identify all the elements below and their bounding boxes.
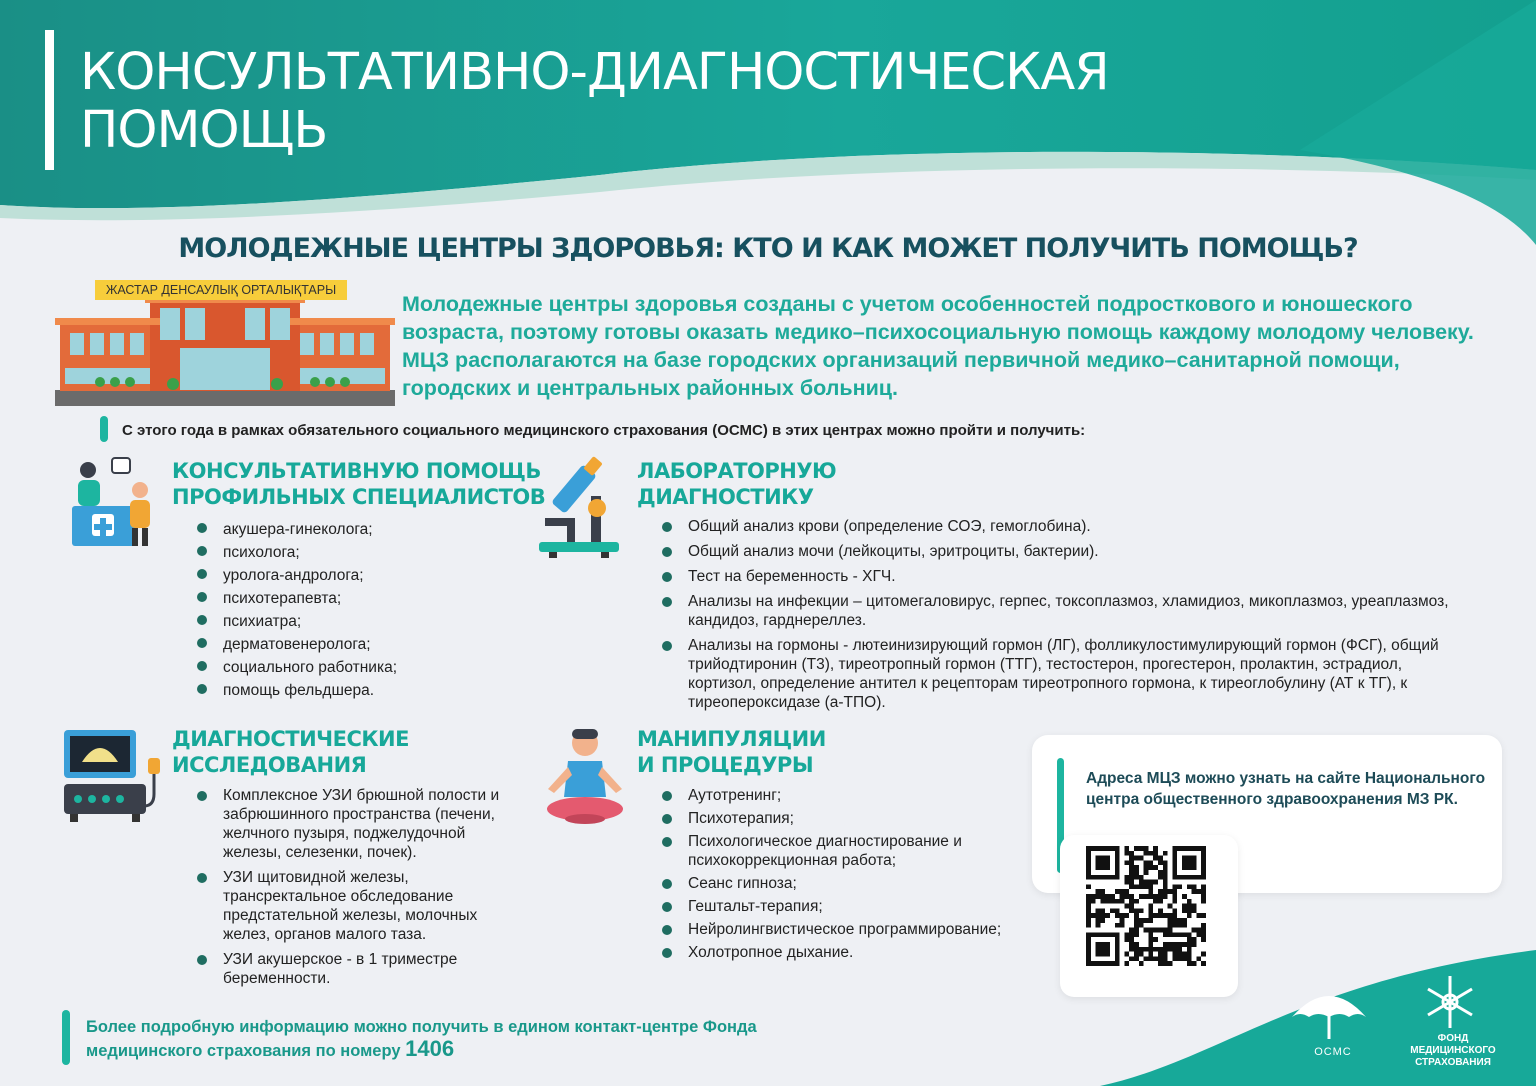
list-item: уролога-андролога; (197, 564, 497, 587)
footer-accent-bar (62, 1010, 70, 1065)
list-item: психиатра; (197, 610, 497, 633)
contact-number: 1406 (405, 1036, 455, 1061)
intro-paragraph: Молодежные центры здоровья созданы с учетом особенностей подросткового и юношеского возраста, поэтому готовы оказать медико–психосоциальную помощь каждому молодому человеку. МЦЗ располагаются на базе городских организаций первичной медико–санитарной помощи, городских и центральных районных больниц. (402, 292, 1474, 400)
list-item: психотерапевта; (197, 587, 497, 610)
list-item: УЗИ акушерское - в 1 триместре беременности. (197, 950, 527, 988)
consult-title-line1: КОНСУЛЬТАТИВНУЮ ПОМОЩЬ (172, 459, 541, 483)
ultrasound-machine-icon (60, 728, 165, 824)
footer-text-main: Более подробную информацию можно получить в едином контакт-центре Фонда медицинского страхования по номеру (86, 1018, 757, 1060)
list-item: Тест на беременность - ХГЧ. (662, 567, 1462, 586)
list-item: УЗИ щитовидной железы, трансректальное обследование предстательной железы, молочных желез, органов малого таза. (197, 868, 527, 944)
building-label: ЖАСТАР ДЕНСАУЛЫҚ ОРТАЛЫҚТАРЫ (95, 280, 347, 300)
list-item: Аутотренинг; (662, 786, 1002, 805)
list-item: Нейролингвистическое программирование; (662, 920, 1002, 939)
list-item: Холотропное дыхание. (662, 943, 1002, 962)
list-item: Гештальт-терапия; (662, 897, 1002, 916)
manip-list (662, 786, 1002, 962)
lab-title-line1: ЛАБОРАТОРНУЮ (637, 459, 837, 483)
lab-title-line2: ДИАГНОСТИКУ (637, 485, 814, 509)
page-title-line1: КОНСУЛЬТАТИВНО-ДИАГНОСТИЧЕСКАЯ (80, 43, 1109, 102)
consult-list (197, 518, 497, 702)
manip-title-line1: МАНИПУЛЯЦИИ (637, 727, 826, 751)
list-item: акушера-гинеколога; (197, 518, 497, 541)
consult-title (172, 458, 545, 510)
fund-logo-label: ФОНД МЕДИЦИНСКОГО СТРАХОВАНИЯ (1410, 1033, 1496, 1068)
header-banner (0, 0, 1536, 245)
list-item: социального работника; (197, 656, 497, 679)
list-item: Сеанс гипноза; (662, 874, 1002, 893)
lead-accent-bar (100, 416, 108, 442)
list-item: Общий анализ мочи (лейкоциты, эритроциты, бактерии). (662, 542, 1462, 561)
page-title (80, 44, 1280, 160)
lead-text: С этого года в рамках обязательного социального медицинского страхования (ОСМС) в этих центрах можно пройти и получить: (122, 422, 1086, 439)
page-title-line2: ПОМОЩЬ (80, 101, 328, 160)
osms-logo-label: ОСМС (1314, 1046, 1352, 1058)
list-item: Анализы на инфекции – цитомегаловирус, герпес, токсоплазмоз, хламидиоз, микоплазмоз, уреаплазмоз, кандидоз, гарднереллез. (662, 592, 1462, 630)
list-item: Общий анализ крови (определение СОЭ, гемоглобина). (662, 517, 1462, 536)
list-item: Анализы на гормоны - лютеинизирующий гормон (ЛГ), фолликулостимулирующий гормон (ФСГ), общий трийодтиронин (Т3), тиреотропный гормон (ТТГ), тестостерон, прогестерон, пролактин, эстрадиол, кортизол, определение антител к рецепторам тиреотропного гормона, к тиреоглобулину (АТ к ТГ), к тиреопероксидазе (а-ТПО). (662, 636, 1462, 712)
title-accent-bar (45, 30, 54, 170)
qr-info-text: Адреса МЦЗ можно узнать на сайте Национального центра общественного здравоохранения МЗ РК. (1086, 770, 1486, 808)
lab-title (637, 458, 836, 510)
footer-text (86, 1016, 846, 1062)
list-item: Психотерапия; (662, 809, 1002, 828)
subtitle: МОЛОДЕЖНЫЕ ЦЕНТРЫ ЗДОРОВЬЯ: КТО И КАК МОЖЕТ ПОЛУЧИТЬ ПОМОЩЬ? (178, 233, 1358, 264)
microscope-icon (535, 456, 627, 560)
lab-list (662, 517, 1462, 712)
list-item: дерматовенеролога; (197, 633, 497, 656)
diag-title-line2: ИССЛЕДОВАНИЯ (172, 753, 367, 777)
consult-title-line2: ПРОФИЛЬНЫХ СПЕЦИАЛИСТОВ (172, 485, 546, 509)
meditation-icon (540, 727, 630, 827)
doctor-consultation-icon (70, 456, 165, 548)
diag-title (172, 726, 409, 778)
snowflake-logo-icon (1420, 972, 1480, 1032)
list-item: Комплексное УЗИ брюшной полости и забрюшинного пространства (печени, желчного пузыря, поджелудочной железы, селезенки, почек). (197, 786, 527, 862)
diag-list (197, 786, 527, 988)
umbrella-logo-icon (1288, 975, 1370, 1075)
diag-title-line1: ДИАГНОСТИЧЕСКИЕ (172, 727, 409, 751)
list-item: Психологическое диагностирование и психокоррекционная работа; (662, 832, 1002, 870)
list-item: помощь фельдшера. (197, 679, 497, 702)
manip-title-line2: И ПРОЦЕДУРЫ (637, 753, 814, 777)
list-item: психолога; (197, 541, 497, 564)
manip-title (637, 726, 826, 778)
